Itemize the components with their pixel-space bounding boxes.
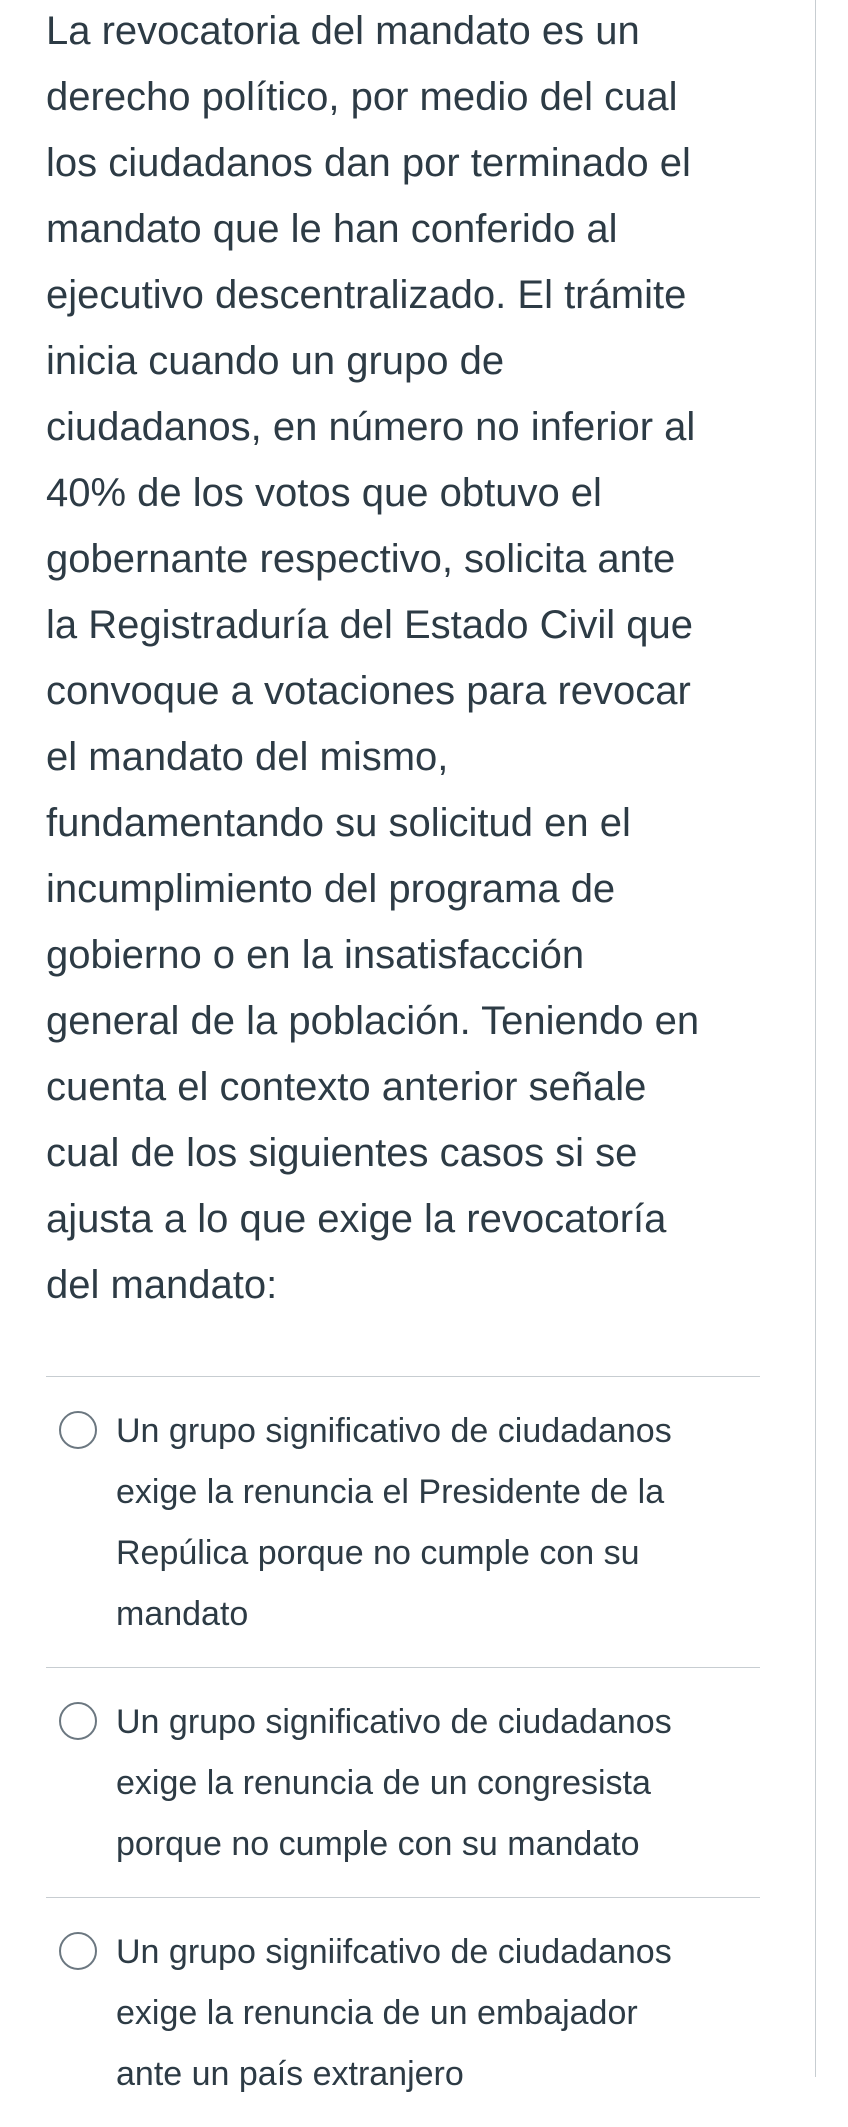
radio-button-icon[interactable] [59,1411,97,1449]
answer-option-3[interactable] [46,1897,760,2127]
answer-list [46,1376,760,2127]
radio-button-icon[interactable] [59,1932,97,1970]
answer-label: Un grupo significativo de ciudadanos exige la renuncia el Presidente de la Repúlica porque no cumple con su mandato [116,1412,672,1633]
answer-option-2[interactable] [46,1667,760,1897]
radio-button-icon[interactable] [59,1702,97,1740]
answer-label: Un grupo signiifcativo de ciudadanos exige la renuncia de un embajador ante un país extranjero [116,1933,672,2093]
question-text: La revocatoria del mandato es un derecho político, por medio del cual los ciudadanos dan por terminado el mandato que le han conferido al ejecutivo descentralizado. El trámite inicia cuando un grupo de ciudadanos, en número no inferior al 40% de los votos que obtuvo el gobernante respectivo, solicita ante la Registraduría del Estado Civil que convoque a votaciones para revocar el mandato del mismo, fundamentando su solicitud en el incumplimiento del programa de gobierno o en la insatisfacción general de la población. Teniendo en cuenta el contexto anterior señale cual de los siguientes casos si se ajusta a lo que exige la revocatoría del mandato: [46,9,700,1307]
answer-label: Un grupo significativo de ciudadanos exige la renuncia de un congresista porque no cumple con su mandato [116,1703,672,1863]
content-right-border [815,0,816,2077]
answer-option-1[interactable] [46,1376,760,1667]
